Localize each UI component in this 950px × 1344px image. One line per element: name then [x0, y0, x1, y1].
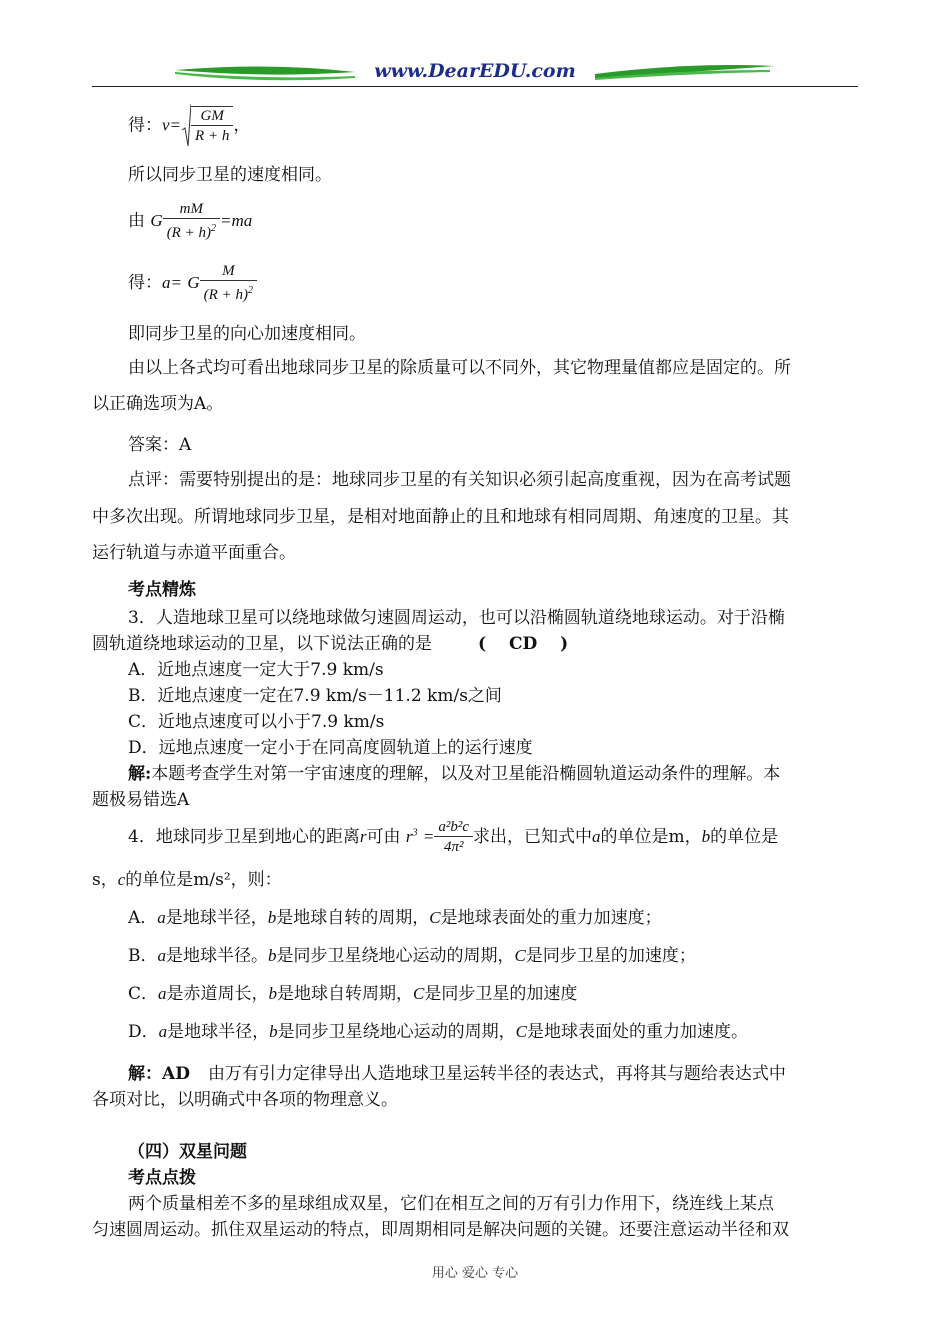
sqrt-icon — [181, 104, 191, 148]
eq3-fraction: $\frac{M}{(R + h)^2}$ — [200, 262, 257, 305]
eq3-g: G — [187, 273, 200, 292]
equation-gravity — [128, 200, 252, 243]
comment-line-3: 运行轨道与赤道平面重合。 — [92, 543, 296, 563]
eq1-fraction: $\frac{GM}{R + h}$ — [191, 106, 233, 146]
eq2-prefix: 由 — [128, 211, 145, 231]
header-logo — [170, 56, 780, 90]
section4-subheading: 考点点拨 — [128, 1168, 196, 1188]
conclusion-line-1: 由以上各式均可看出地球同步卫星的除质量可以不同外，其它物理量值都应是固定的。所 — [128, 358, 791, 378]
q3-option-c: C．近地点速度可以小于7.9 km/s — [128, 712, 385, 732]
q4-stem-line-2: s，c的单位是m/s²，则： — [92, 870, 282, 890]
eq2-g: G — [150, 211, 163, 230]
eq2-rhs: =ma — [219, 211, 253, 230]
section4-title: （四）双星问题 — [128, 1142, 247, 1162]
page-footer: 用心 爱心 专心 — [431, 1266, 519, 1281]
equation-acceleration — [128, 262, 257, 305]
header-rule — [92, 86, 858, 87]
section4-para-line-1: 两个质量相差不多的星球组成双星，它们在相互之间的万有引力作用下，绕连线上某点 — [128, 1194, 774, 1214]
eq1-prefix: 得： — [128, 115, 162, 136]
q4-option-a: A．a是地球半径，b是地球自转的周期，C是地球表面处的重力加速度； — [128, 908, 662, 928]
q4-formula-lhs: $r^3$ — [405, 827, 418, 846]
q3-answer: ( CD ) — [478, 634, 569, 654]
q4-solution-label: 解：AD — [128, 1064, 190, 1084]
line-speed-same: 所以同步卫星的速度相同。 — [128, 165, 332, 185]
q3-stem-line-2: 圆轨道绕地球运动的卫星，以下说法正确的是 ( CD ) — [92, 634, 569, 654]
q3-solution-line-1: 解:本题考查学生对第一宇宙速度的理解，以及对卫星能沿椭圆轨道运动条件的理解。本 — [128, 764, 781, 784]
comment-line-1: 点评：需要特别提出的是：地球同步卫星的有关知识必须引起高度重视，因为在高考试题 — [128, 470, 791, 490]
q4-formula-fraction: $\frac{\text{a²b²c}}{\text{4π²}}$ — [434, 818, 473, 857]
q3-solution-line-2: 题极易错选A — [92, 790, 190, 810]
q4-solution-line-1: 解：AD 由万有引力定律导出人造地球卫星运转半径的表达式，再将其与题给表达式中 — [128, 1064, 786, 1084]
q4-solution-line-2: 各项对比，以明确式中各项的物理意义。 — [92, 1090, 398, 1110]
answer-line: 答案：A — [128, 435, 192, 455]
q4-option-c: C．a是赤道周长，b是地球自转周期，C是同步卫星的加速度 — [128, 984, 578, 1004]
q3-solution-label: 解: — [128, 764, 152, 784]
eq1-lhs: v= — [162, 115, 182, 135]
q4-option-d: D．a是地球半径，b是同步卫星绕地心运动的周期，C是地球表面处的重力加速度。 — [128, 1022, 748, 1042]
eq2-fraction: $\frac{mM}{(R + h)^2}$ — [163, 200, 220, 243]
q4-option-b: B．a是地球半径。b是同步卫星绕地心运动的周期，C是同步卫星的加速度； — [128, 946, 696, 966]
q4-stem-line-1: 4．地球同步卫星到地心的距离r可由 $r^3$ = $\frac{\text{a²b²c}}{\text{4π²}}$ 求出，已知式中a的单位是m，b的单位是 — [128, 819, 779, 855]
conclusion-line-2: 以正确选项为A。 — [92, 394, 224, 414]
eq3-prefix: 得： — [128, 273, 162, 293]
logo-text: www.DearEDU.com — [374, 60, 576, 82]
eq3-lhs: a= — [162, 273, 182, 292]
line-accel-same: 即同步卫星的向心加速度相同。 — [128, 324, 366, 344]
q3-option-a: A．近地点速度一定大于7.9 km/s — [128, 660, 384, 680]
q3-stem-line-1: 3．人造地球卫星可以绕地球做匀速圆周运动，也可以沿椭圆轨道绕地球运动。对于沿椭 — [128, 608, 785, 628]
section4-para-line-2: 匀速圆周运动。抓住双星运动的特点，即周期相同是解决问题的关键。还要注意运动半径和双 — [92, 1220, 789, 1240]
q3-option-d: D．远地点速度一定小于在同高度圆轨道上的运行速度 — [128, 738, 533, 758]
comment-line-2: 中多次出现。所谓地球同步卫星，是相对地面静止的且和地球有相同周期、角速度的卫星。其 — [92, 507, 789, 527]
q3-option-b: B．近地点速度一定在7.9 km/s－11.2 km/s之间 — [128, 686, 502, 706]
section-practice-heading: 考点精炼 — [128, 580, 196, 600]
equation-velocity — [128, 104, 250, 148]
eq1-suffix: ， — [233, 115, 251, 136]
